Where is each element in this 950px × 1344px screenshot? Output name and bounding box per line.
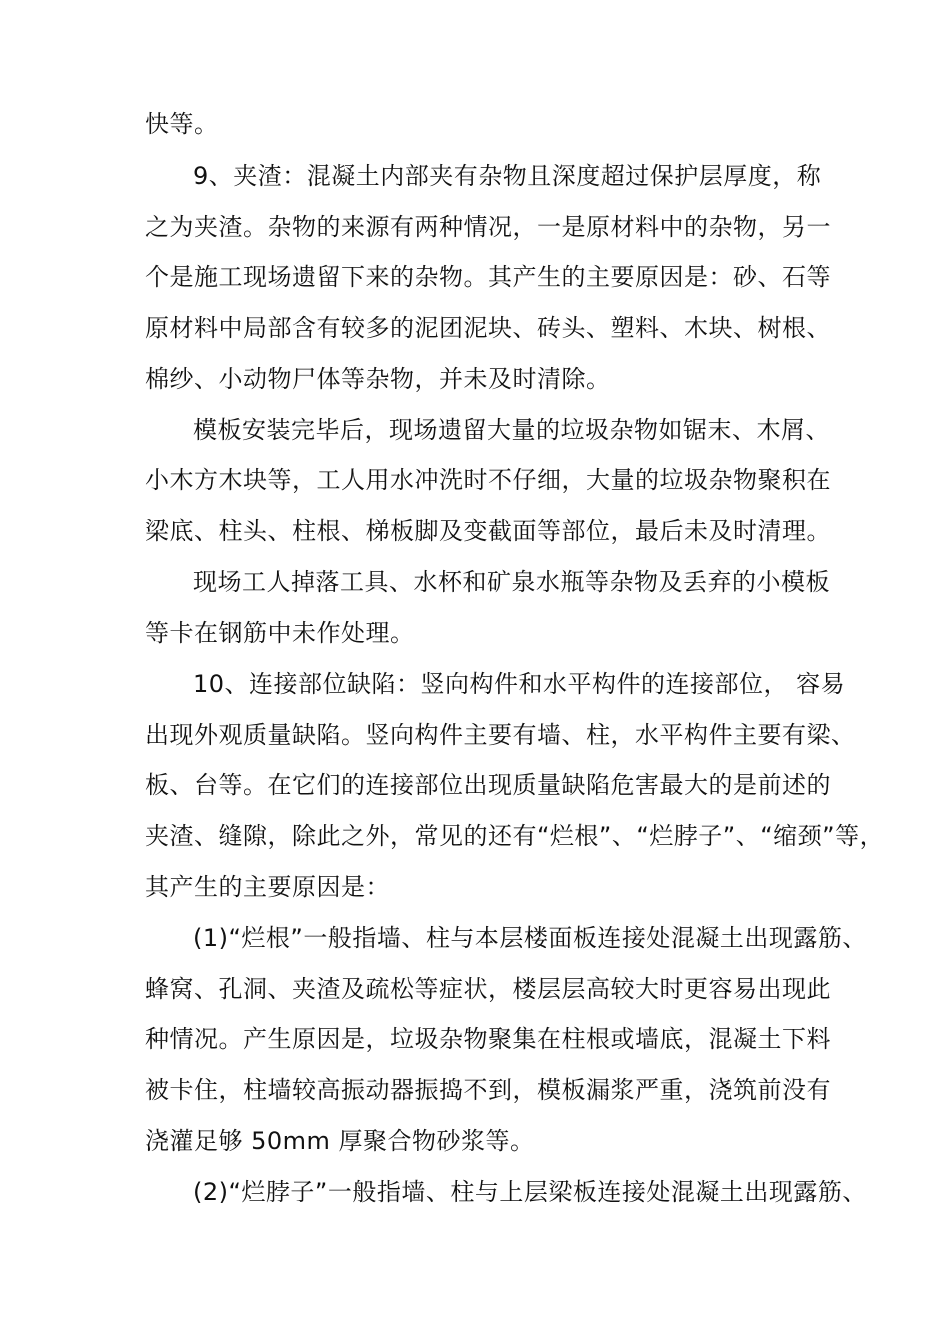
paragraph-first-line: 模板安装完毕后，现场遗留大量的垃圾杂物如锯末、木屑、	[193, 416, 830, 444]
text-line: 蜂窝、孔洞、夹渣及疏松等症状，楼层层高较大时更容易出现此	[145, 975, 831, 1003]
text-line: 快等。	[145, 110, 219, 138]
text-line: 之为夹渣。杂物的来源有两种情况，一是原材料中的杂物，另一	[145, 213, 831, 241]
text-line: 夹渣、缝隙，除此之外，常见的还有“烂根”、“烂脖子”、“缩颈”等，	[145, 822, 885, 850]
text-line: 小木方木块等，工人用水冲洗时不仔细，大量的垃圾杂物聚积在	[145, 466, 831, 494]
text-line: 个是施工现场遗留下来的杂物。其产生的主要原因是：砂、石等	[145, 263, 831, 291]
text-line: 等卡在钢筋中未作处理。	[145, 619, 415, 647]
text-line: 出现外观质量缺陷。竖向构件主要有墙、柱，水平构件主要有梁、	[145, 721, 856, 749]
text-line: 棉纱、小动物尸体等杂物，并未及时清除。	[145, 365, 611, 393]
item-1-first-line: (1)“烂根”一般指墙、柱与本层楼面板连接处混凝土出现露筋、	[193, 924, 867, 952]
text-line: 种情况。产生原因是，垃圾杂物聚集在柱根或墙底，混凝土下料	[145, 1025, 831, 1053]
text-line: 梁底、柱头、柱根、梯板脚及变截面等部位，最后未及时清理。	[145, 517, 831, 545]
paragraph-10-title-line: 10、连接部位缺陷：竖向构件和水平构件的连接部位， 容易	[193, 670, 846, 698]
paragraph-9-title-line: 9、夹渣：混凝土内部夹有杂物且深度超过保护层厚度，称	[193, 162, 822, 190]
paragraph-first-line: 现场工人掉落工具、水杯和矿泉水瓶等杂物及丢弃的小模板	[193, 568, 830, 596]
text-line: 被卡住，柱墙较高振动器振捣不到，模板漏浆严重，浇筑前没有	[145, 1076, 831, 1104]
text-line: 原材料中局部含有较多的泥团泥块、砖头、塑料、木块、树根、	[145, 314, 831, 342]
text-line: 浇灌足够 50mm 厚聚合物砂浆等。	[145, 1127, 535, 1155]
text-line: 板、台等。在它们的连接部位出现质量缺陷危害最大的是前述的	[145, 771, 831, 799]
item-2-first-line: (2)“烂脖子”一般指墙、柱与上层梁板连接处混凝土出现露筋、	[193, 1178, 867, 1206]
text-line: 其产生的主要原因是：	[145, 873, 390, 901]
